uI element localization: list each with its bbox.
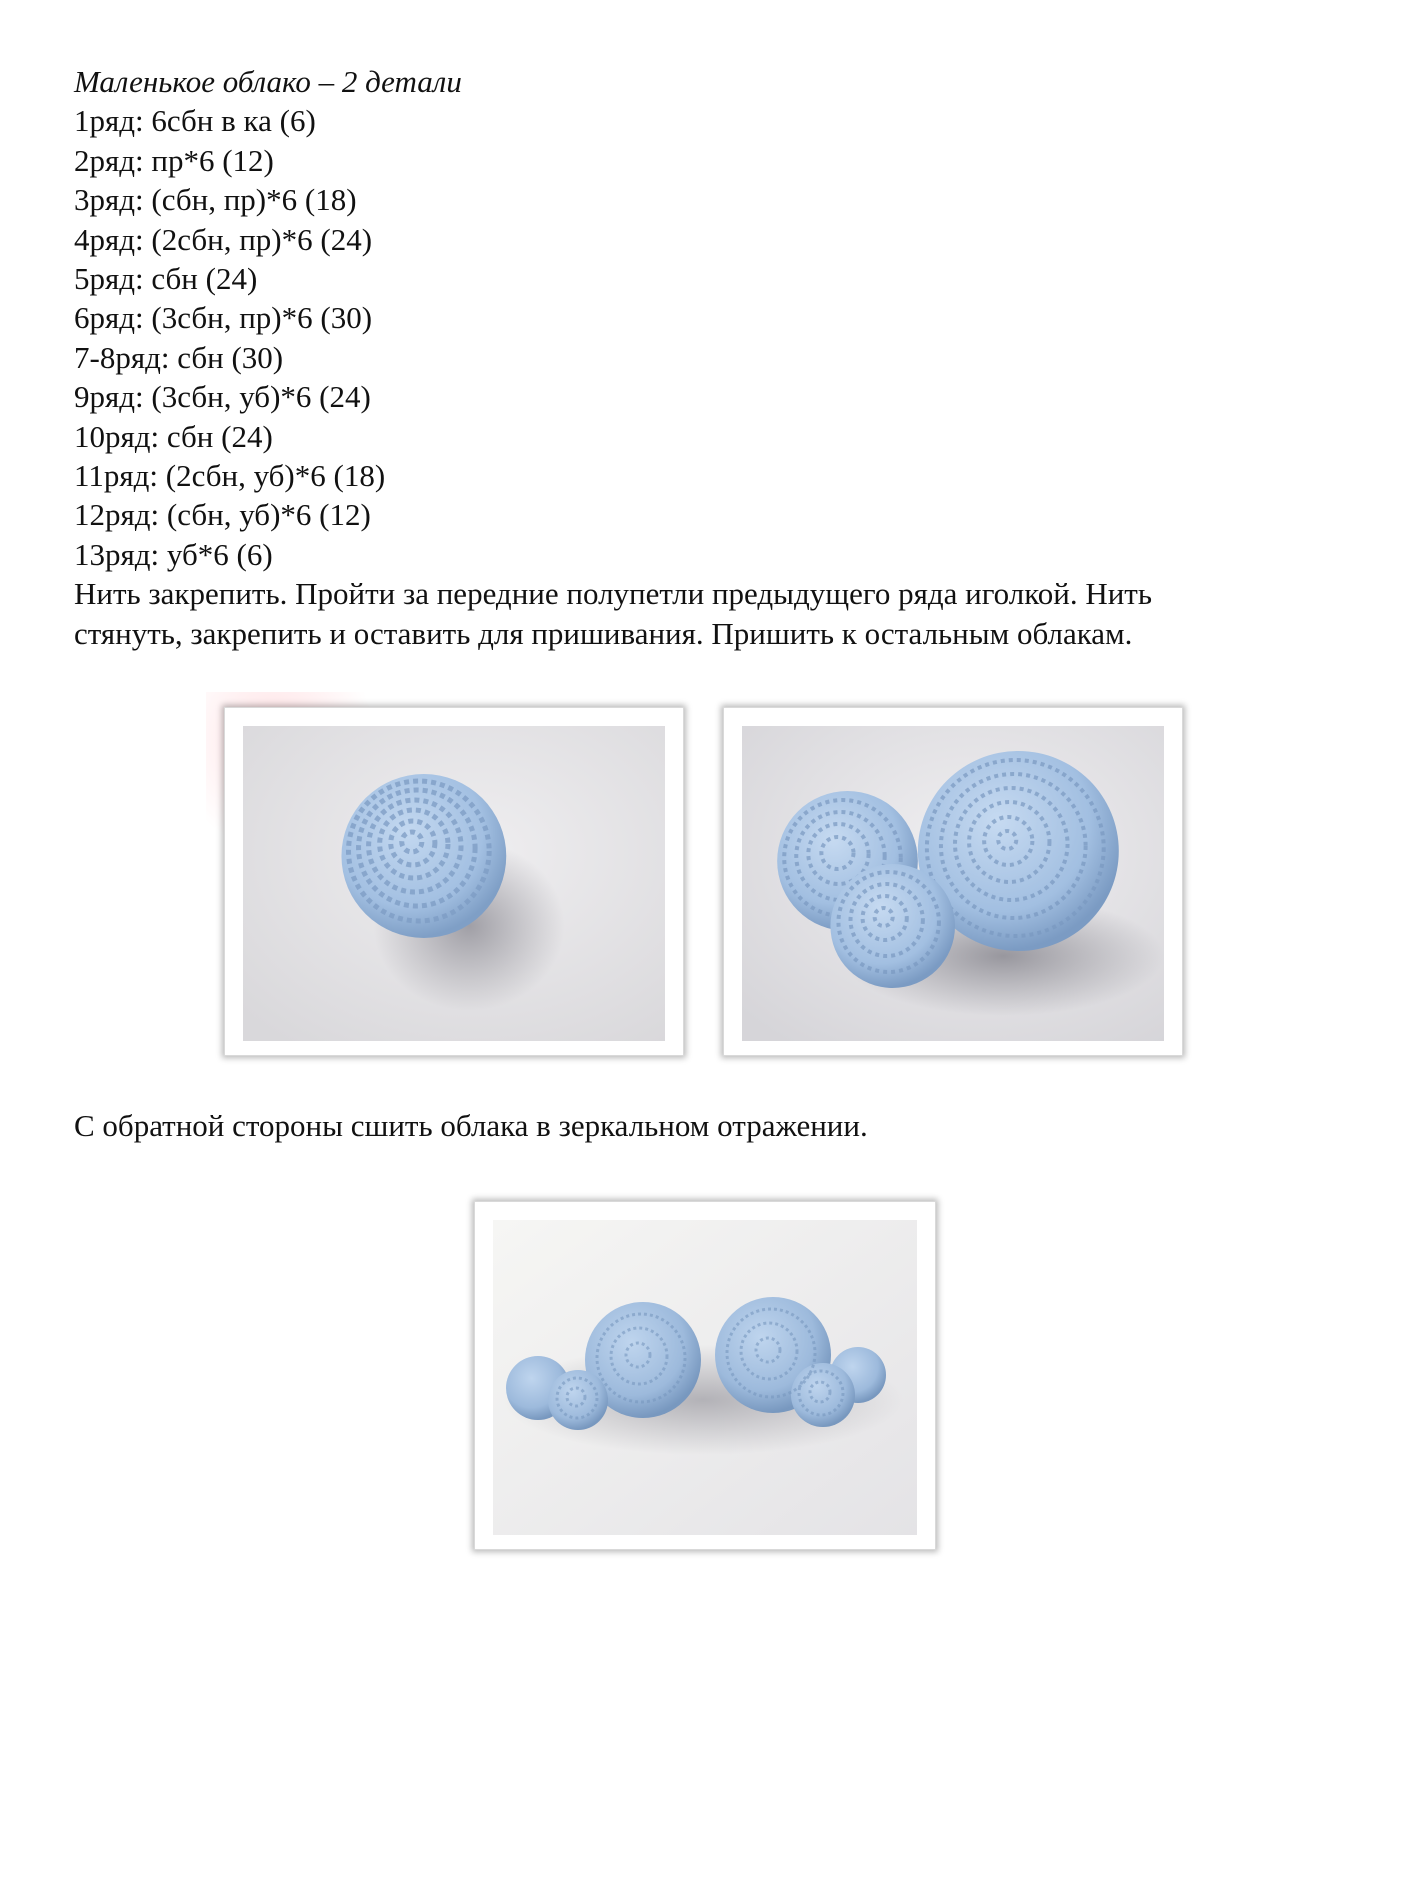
- photo-three-balls: [723, 707, 1183, 1056]
- row-12: 12ряд: (сбн, уб)*6 (12): [74, 497, 371, 533]
- photo-two-clouds: [474, 1201, 936, 1550]
- row-6: 6ряд: (3сбн, пр)*6 (30): [74, 300, 373, 336]
- photo-three-balls-image: [742, 726, 1164, 1041]
- pattern-title: Маленькое облако – 2 детали: [74, 64, 462, 99]
- row-10: 10ряд: сбн (24): [74, 418, 273, 454]
- photo-two-clouds-image: [493, 1220, 917, 1535]
- pattern-text: [74, 62, 1374, 653]
- row-3: 3ряд: (сбн, пр)*6 (18): [74, 182, 357, 218]
- photo-single-ball-image: [243, 726, 665, 1041]
- row-11: 11ряд: (2сбн, уб)*6 (18): [74, 458, 386, 494]
- row-13: 13ряд: уб*6 (6): [74, 536, 273, 572]
- instructions-line-1: Нить закрепить. Пройти за передние полупетли предыдущего ряда иголкой. Нить: [74, 576, 1152, 612]
- instructions-line-2: стянуть, закрепить и оставить для пришивания. Пришить к остальным облакам.: [74, 615, 1133, 651]
- caption-mirror: С обратной стороны сшить облака в зеркальном отражении.: [74, 1108, 868, 1143]
- photo-single-ball: [224, 707, 684, 1056]
- row-2: 2ряд: пр*6 (12): [74, 142, 274, 178]
- row-4: 4ряд: (2сбн, пр)*6 (24): [74, 221, 373, 257]
- row-1: 1ряд: 6сбн в ка (6): [74, 103, 316, 139]
- row-9: 9ряд: (3сбн, уб)*6 (24): [74, 379, 371, 415]
- row-7-8: 7-8ряд: сбн (30): [74, 339, 284, 375]
- row-5: 5ряд: сбн (24): [74, 261, 258, 297]
